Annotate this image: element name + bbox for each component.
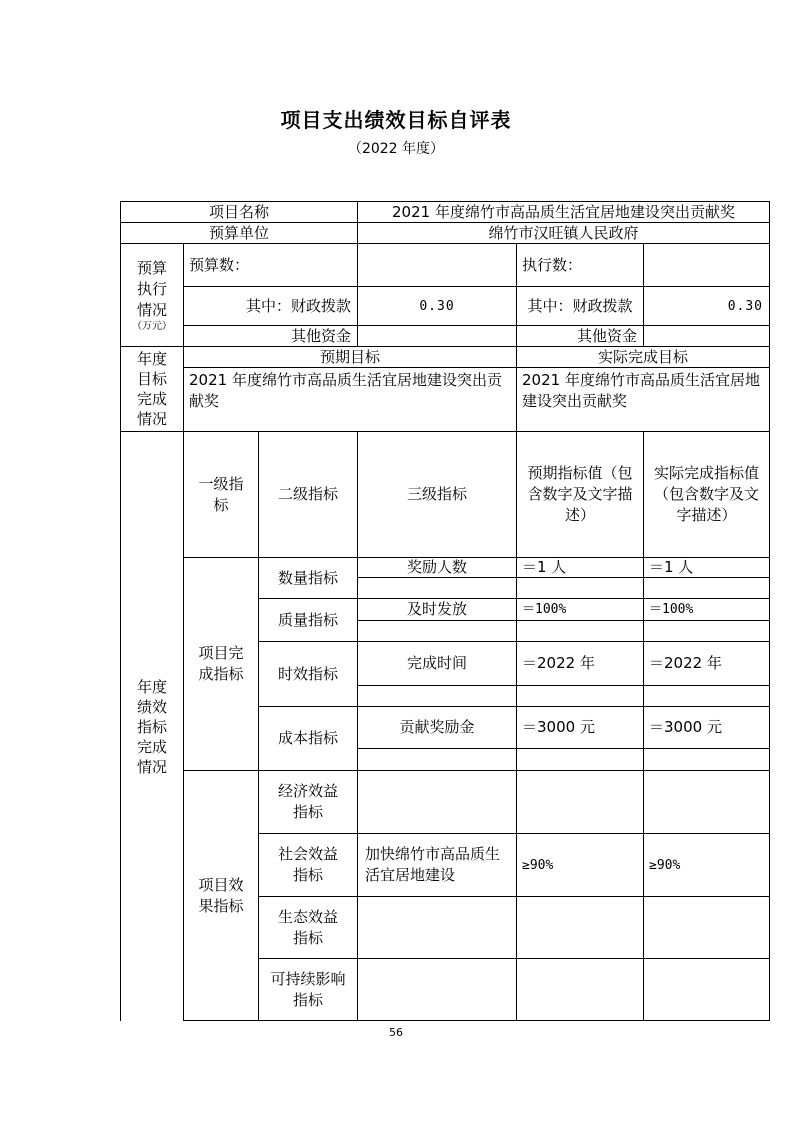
quality-expected-blank: [516, 620, 644, 642]
social-item: [357, 833, 517, 897]
sustainable-label-text: 可持续影响指标: [270, 969, 346, 1009]
other-funds-exec-value: [643, 325, 770, 347]
quantity-actual: ＝1 人: [643, 557, 770, 578]
economic-label-text: 经济效益指标: [278, 782, 339, 821]
cost-label: 成本指标: [258, 706, 358, 771]
budget-exec-label-cell: [120, 243, 184, 347]
effect-group-label: [183, 770, 259, 1021]
timeliness-label: 时效指标: [258, 641, 358, 707]
ecological-label-text: 生态效益指标: [278, 907, 339, 947]
quality-label: 质量指标: [258, 598, 358, 642]
budget-amount-value: [357, 243, 517, 287]
social-expected: ≥90%: [516, 833, 644, 897]
economic-label: [258, 770, 358, 834]
expected-goal-text: 2021 年度绵竹市高品质生活宜居地建设突出贡献奖: [183, 367, 517, 432]
performance-label-cell: [120, 431, 184, 1021]
expected-goal-header: 预期目标: [183, 346, 517, 368]
sustainable-actual: [643, 958, 770, 1021]
other-funds-label: 其他资金: [183, 325, 358, 347]
completion-group-label: [183, 557, 259, 771]
level1-header: [183, 431, 259, 558]
timeliness-expected-blank: [516, 685, 644, 707]
cost-item: 贡献奖励金: [357, 706, 517, 749]
budget-unit-value: 绵竹市汉旺镇人民政府: [357, 222, 770, 244]
other-funds-budget-value: [357, 325, 517, 347]
ecological-label: [258, 896, 358, 959]
quantity-item-blank: [357, 577, 517, 599]
timeliness-actual: ＝2022 年: [643, 641, 770, 686]
quantity-actual-blank: [643, 577, 770, 599]
fiscal-exec-value: 0.30: [643, 286, 770, 326]
social-actual: ≥90%: [643, 833, 770, 897]
actual-goal-text: 2021 年度绵竹市高品质生活宜居地建设突出贡献奖: [516, 367, 770, 432]
timeliness-actual-blank: [643, 685, 770, 707]
level3-header: 三级指标: [357, 431, 517, 558]
fiscal-budget-label: 其中：财政拨款: [183, 286, 358, 326]
social-label-text: 社会效益指标: [278, 845, 339, 884]
quantity-label: 数量指标: [258, 557, 358, 599]
sustainable-expected: [516, 958, 644, 1021]
exec-amount-value: [643, 243, 770, 287]
performance-label: 年度绩效指标完成情况: [136, 677, 167, 776]
quality-item-blank: [357, 620, 517, 642]
other-funds-exec-label: 其他资金: [516, 325, 644, 347]
ecological-item: [357, 896, 517, 959]
annual-goal-label: 年度目标完成情况: [136, 350, 167, 428]
expected-value-header: 预期指标值（包含数字及文字描述）: [516, 431, 644, 558]
exec-amount-label: 执行数：: [516, 243, 644, 287]
quality-item: 及时发放: [357, 598, 517, 621]
document-subtitle: （2022 年度）: [347, 141, 445, 157]
quality-actual-blank: [643, 620, 770, 642]
level2-header: 二级指标: [258, 431, 358, 558]
page-number: 56: [389, 1026, 403, 1039]
cost-expected: ＝3000 元: [516, 706, 644, 749]
social-item-text: 加快绵竹市高品质生活宜居地建设: [365, 845, 501, 884]
project-name-label: 项目名称: [120, 201, 358, 223]
economic-item: [357, 770, 517, 834]
budget-unit-label: 预算单位: [120, 222, 358, 244]
economic-actual: [643, 770, 770, 834]
sustainable-item: [357, 958, 517, 1021]
level1-header-text: 一级指标: [198, 474, 244, 514]
cost-actual-blank: [643, 748, 770, 771]
quality-actual: ＝100%: [643, 598, 770, 621]
cost-expected-blank: [516, 748, 644, 771]
fiscal-budget-value: 0.30: [357, 286, 517, 326]
actual-goal-header: 实际完成目标: [516, 346, 770, 368]
budget-amount-label: 预算数：: [183, 243, 358, 287]
cost-item-blank: [357, 748, 517, 771]
ecological-actual: [643, 896, 770, 959]
quantity-item: 奖励人数: [357, 557, 517, 578]
economic-expected: [516, 770, 644, 834]
project-name-value: 2021 年度绵竹市高品质生活宜居地建设突出贡献奖: [357, 201, 770, 223]
cost-actual: ＝3000 元: [643, 706, 770, 749]
actual-value-header: 实际完成指标值（包含数字及文字描述）: [643, 431, 770, 558]
timeliness-item-blank: [357, 685, 517, 707]
quality-expected: ＝100%: [516, 598, 644, 621]
budget-exec-label: 预算执行情况: [136, 258, 167, 319]
social-label: [258, 833, 358, 897]
budget-exec-unit: （万元）: [132, 320, 172, 332]
document-title: 项目支出绩效目标自评表: [280, 108, 512, 132]
ecological-expected: [516, 896, 644, 959]
completion-group-text: 项目完成指标: [198, 644, 244, 683]
timeliness-expected: ＝2022 年: [516, 641, 644, 686]
fiscal-exec-label: 其中：财政拨款: [516, 286, 644, 326]
sustainable-label: [258, 958, 358, 1021]
effect-group-text: 项目效果指标: [198, 875, 244, 915]
timeliness-item: 完成时间: [357, 641, 517, 686]
quantity-expected-blank: [516, 577, 644, 599]
quantity-expected: ＝1 人: [516, 557, 644, 578]
annual-goal-label-cell: [120, 346, 184, 432]
